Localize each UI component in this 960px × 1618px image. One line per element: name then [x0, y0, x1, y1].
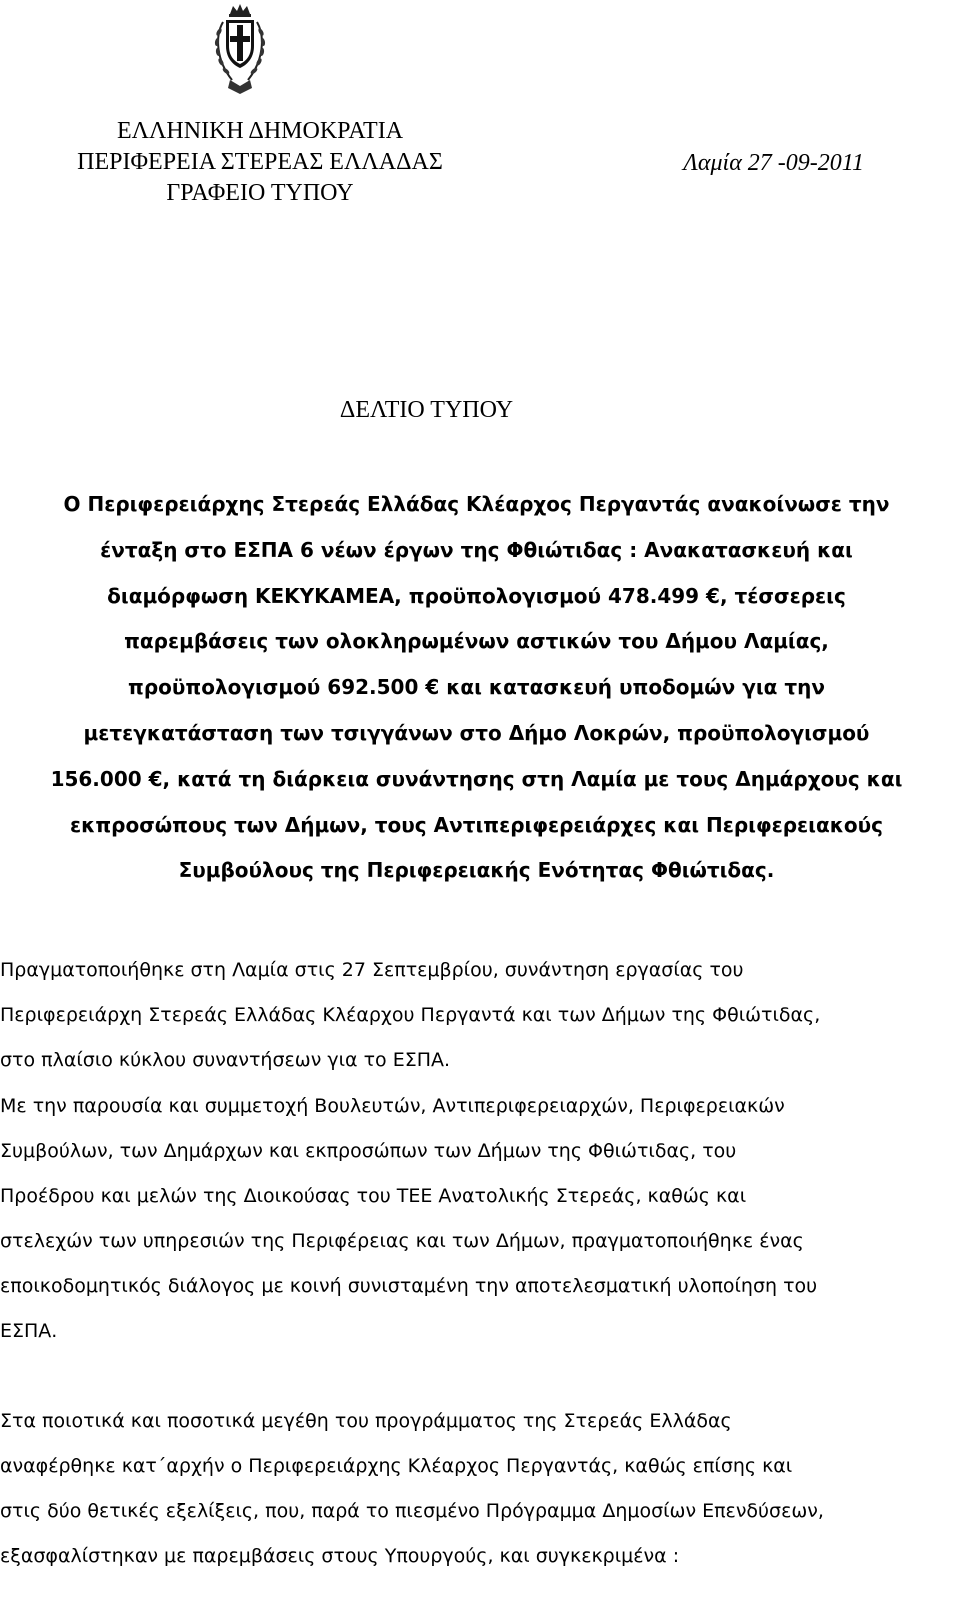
- document-title: ΔΕΛΤΙΟ ΤΥΠΟΥ: [339, 397, 514, 423]
- body-line: Πραγματοποιήθηκε στη Λαμία στις 27 Σεπτεμβρίου, συνάντηση εργασίας του: [0, 959, 744, 981]
- header-line-press-office: ΓΡΑΦΕΙΟ ΤΥΠΟΥ: [166, 180, 354, 206]
- body-line: στο πλαίσιο κύκλου συναντήσεων για το ΕΣΠΑ.: [0, 1049, 451, 1071]
- body-line: Προέδρου και μελών της Διοικούσας του ΤΕΕ Ανατολικής Στερεάς, καθώς και: [0, 1185, 747, 1207]
- body-line: Περιφερειάρχη Στερεάς Ελλάδας Κλέαρχου Περγαντά και των Δήμων της Φθιώτιδας,: [0, 1004, 821, 1026]
- body-line: στις δύο θετικές εξελίξεις, που, παρά το πιεσμένο Πρόγραμμα Δημοσίων Επενδύσεων,: [0, 1500, 824, 1522]
- summary-line: 156.000 €, κατά τη διάρκεια συνάντησης στη Λαμία με τους Δημάρχους και: [50, 766, 903, 791]
- body-line: στελεχών των υπηρεσιών της Περιφέρειας και των Δήμων, πραγματοποιήθηκε ένας: [0, 1230, 804, 1252]
- summary-line: προϋπολογισμού 692.500 € και κατασκευή υποδομών για την: [128, 675, 825, 700]
- summary-line: ένταξη στο ΕΣΠΑ 6 νέων έργων της Φθιώτιδας : Ανακατασκευή και: [100, 537, 853, 562]
- summary-line: παρεμβάσεις των ολοκληρωμένων αστικών του Δήμου Λαμίας,: [124, 629, 829, 654]
- body-line: εξασφαλίστηκαν με παρεμβάσεις στους Υπουργούς, και συγκεκριμένα :: [0, 1545, 680, 1567]
- summary-line: Συμβούλους της Περιφερειακής Ενότητας Φθιώτιδας.: [178, 858, 775, 883]
- summary-line: εκπροσώπους των Δήμων, τους Αντιπεριφερειάρχες και Περιφερειακούς: [69, 812, 884, 837]
- body-line: εποικοδομητικός διάλογος με κοινή συνισταμένη την αποτελεσματική υλοποίηση του: [0, 1275, 818, 1297]
- body-line: Συμβούλων, των Δημάρχων και εκπροσώπων των Δήμων της Φθιώτιδας, του: [0, 1140, 737, 1162]
- body-line: ΕΣΠΑ.: [0, 1320, 58, 1342]
- body-line: Με την παρουσία και συμμετοχή Βουλευτών, Αντιπεριφερειαρχών, Περιφερειακών: [0, 1095, 785, 1117]
- summary-line: μετεγκατάσταση των τσιγγάνων στο Δήμο Λοκρών, προϋπολογισμού: [83, 720, 870, 745]
- summary-line: Ο Περιφερειάρχης Στερεάς Ελλάδας Κλέαρχος Περγαντάς ανακοίνωσε την: [63, 492, 890, 516]
- body-line: Στα ποιοτικά και ποσοτικά μεγέθη του προγράμματος της Στερεάς Ελλάδας: [0, 1410, 732, 1432]
- body-paragraph-3: [0, 1399, 960, 1579]
- greek-coat-of-arms-icon: [210, 2, 270, 100]
- body-paragraph-1: [0, 948, 960, 1083]
- summary-paragraph: [0, 486, 953, 898]
- summary-line: διαμόρφωση ΚΕΚΥΚΑΜΕΑ, προϋπολογισμού 478.499 €, τέσσερεις: [107, 583, 846, 608]
- release-date: Λαμία 27 -09-2011: [683, 150, 864, 176]
- header-line-region: ΠΕΡΙΦΕΡΕΙΑ ΣΤΕΡΕΑΣ ΕΛΛΑΔΑΣ: [77, 149, 443, 175]
- header-line-republic: ΕΛΛΗΝΙΚΗ ΔΗΜΟΚΡΑΤΙΑ: [116, 118, 404, 144]
- issuer-header: [40, 116, 480, 209]
- body-line: αναφέρθηκε κατ΄αρχήν ο Περιφερειάρχης Κλέαρχος Περγαντάς, καθώς επίσης και: [0, 1455, 793, 1477]
- body-paragraph-2: [0, 1084, 960, 1354]
